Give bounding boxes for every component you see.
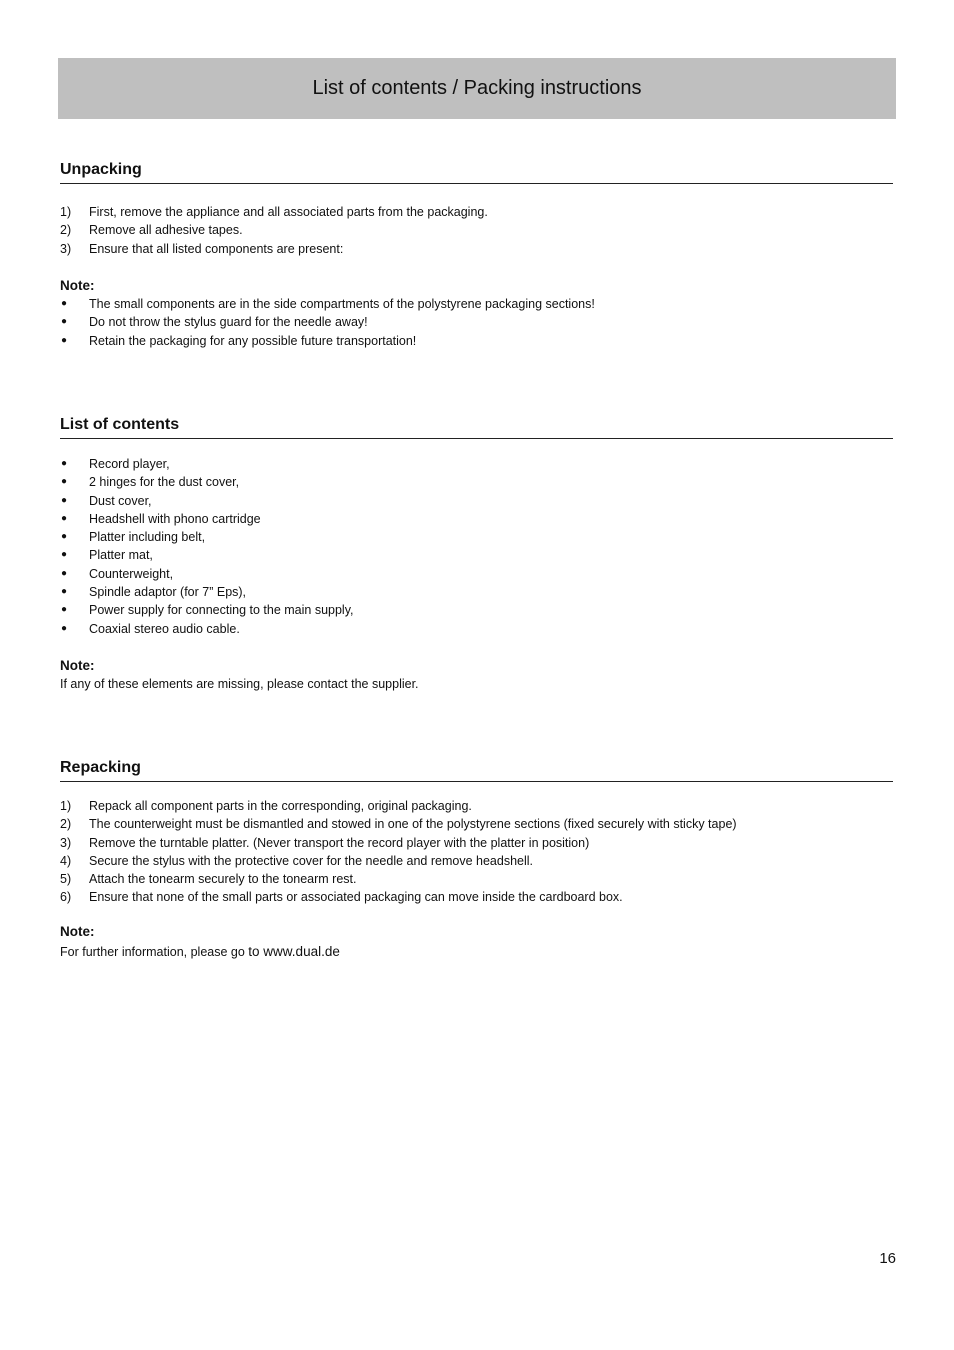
list-item: [60, 221, 488, 239]
item-text: Record player,: [89, 457, 170, 471]
bullet-icon: ●: [61, 531, 68, 543]
step-text: Repack all component parts in the corresponding, original packaging.: [89, 799, 472, 813]
list-item: [60, 473, 354, 491]
step-number: 3): [60, 241, 72, 256]
item-text: Platter including belt,: [89, 530, 206, 545]
step-text: Ensure that none of the small parts or associated packaging can move inside the cardboard box.: [89, 890, 623, 905]
bullet-text: The small components are in the side compartments of the polystyrene packaging sections!: [89, 297, 595, 311]
list-item: [60, 455, 354, 473]
list-item: [60, 583, 354, 601]
bullet-icon: ●: [61, 298, 68, 309]
list-item: [60, 852, 737, 870]
bullet-icon: ●: [61, 604, 68, 616]
bullet-text: Do not throw the stylus guard for the needle away!: [89, 315, 368, 330]
step-number: 2): [60, 223, 72, 238]
unpacking-note-label: Note:: [60, 278, 95, 293]
unpacking-heading: Unpacking: [60, 160, 893, 184]
note-text-prefix: For further information, please go: [60, 945, 249, 959]
list-item: [60, 203, 488, 221]
unpacking-note-bullets: [60, 295, 595, 350]
list-item: [60, 240, 488, 258]
step-text: Secure the stylus with the protective cover for the needle and remove headshell.: [89, 853, 534, 868]
page-title: List of contents / Packing instructions: [312, 77, 642, 99]
step-text: Remove all adhesive tapes.: [89, 223, 243, 238]
bullet-icon: ●: [61, 476, 68, 488]
contents-note-text: If any of these elements are missing, please contact the supplier.: [60, 677, 419, 691]
list-item: [60, 888, 737, 906]
step-number: 1): [60, 799, 72, 813]
contents-note-label: Note:: [60, 658, 95, 673]
step-number: 2): [60, 817, 72, 832]
list-item: [60, 332, 595, 350]
step-text: Ensure that all listed components are present:: [89, 241, 344, 256]
list-item: [60, 528, 354, 546]
item-text: Counterweight,: [89, 566, 174, 581]
repacking-note-label: Note:: [60, 924, 95, 939]
bullet-icon: ●: [61, 567, 68, 579]
contents-items: [60, 455, 354, 638]
bullet-icon: ●: [61, 586, 68, 598]
step-number: 6): [60, 890, 72, 905]
item-text: Power supply for connecting to the main supply,: [89, 603, 354, 618]
website-link[interactable]: to www.dual.de: [248, 944, 340, 959]
list-item: [60, 815, 737, 833]
step-text: Attach the tonearm securely to the tonearm rest.: [89, 872, 357, 887]
bullet-text: Retain the packaging for any possible future transportation!: [89, 333, 417, 348]
list-item: [60, 834, 737, 852]
list-item: [60, 797, 737, 815]
list-item: [60, 601, 354, 619]
item-text: Coaxial stereo audio cable.: [89, 621, 240, 636]
repacking-note-text: [60, 943, 340, 961]
unpacking-steps: [60, 203, 488, 258]
list-item: [60, 510, 354, 528]
step-number: 3): [60, 835, 72, 850]
item-text: 2 hinges for the dust cover,: [89, 475, 240, 490]
list-item: [60, 565, 354, 583]
bullet-icon: ●: [61, 316, 68, 328]
list-item: [60, 546, 354, 564]
list-item: [60, 313, 595, 331]
contents-heading: List of contents: [60, 415, 893, 439]
bullet-icon: ●: [61, 512, 68, 524]
item-text: Dust cover,: [89, 493, 152, 508]
repacking-steps: [60, 797, 737, 907]
bullet-icon: ●: [61, 458, 68, 469]
page-title-bar: [58, 58, 896, 119]
repacking-heading: Repacking: [60, 758, 893, 782]
step-text: First, remove the appliance and all associated parts from the packaging.: [89, 205, 488, 219]
bullet-icon: ●: [61, 494, 68, 506]
list-item: [60, 492, 354, 510]
list-item: [60, 620, 354, 638]
bullet-icon: ●: [61, 622, 68, 634]
item-text: Headshell with phono cartridge: [89, 511, 261, 526]
list-item: [60, 295, 595, 313]
item-text: Platter mat,: [89, 548, 153, 563]
step-text: The counterweight must be dismantled and stowed in one of the polystyrene sections (fixed securely with sticky tape): [89, 817, 737, 832]
list-item: [60, 870, 737, 888]
step-number: 4): [60, 853, 72, 868]
item-text: Spindle adaptor (for 7” Eps),: [89, 585, 247, 600]
page-number: 16: [879, 1250, 896, 1267]
step-text: Remove the turntable platter. (Never transport the record player with the platter in position): [89, 835, 590, 850]
step-number: 5): [60, 872, 72, 887]
step-number: 1): [60, 205, 72, 219]
bullet-icon: ●: [61, 549, 68, 561]
bullet-icon: ●: [61, 334, 68, 346]
